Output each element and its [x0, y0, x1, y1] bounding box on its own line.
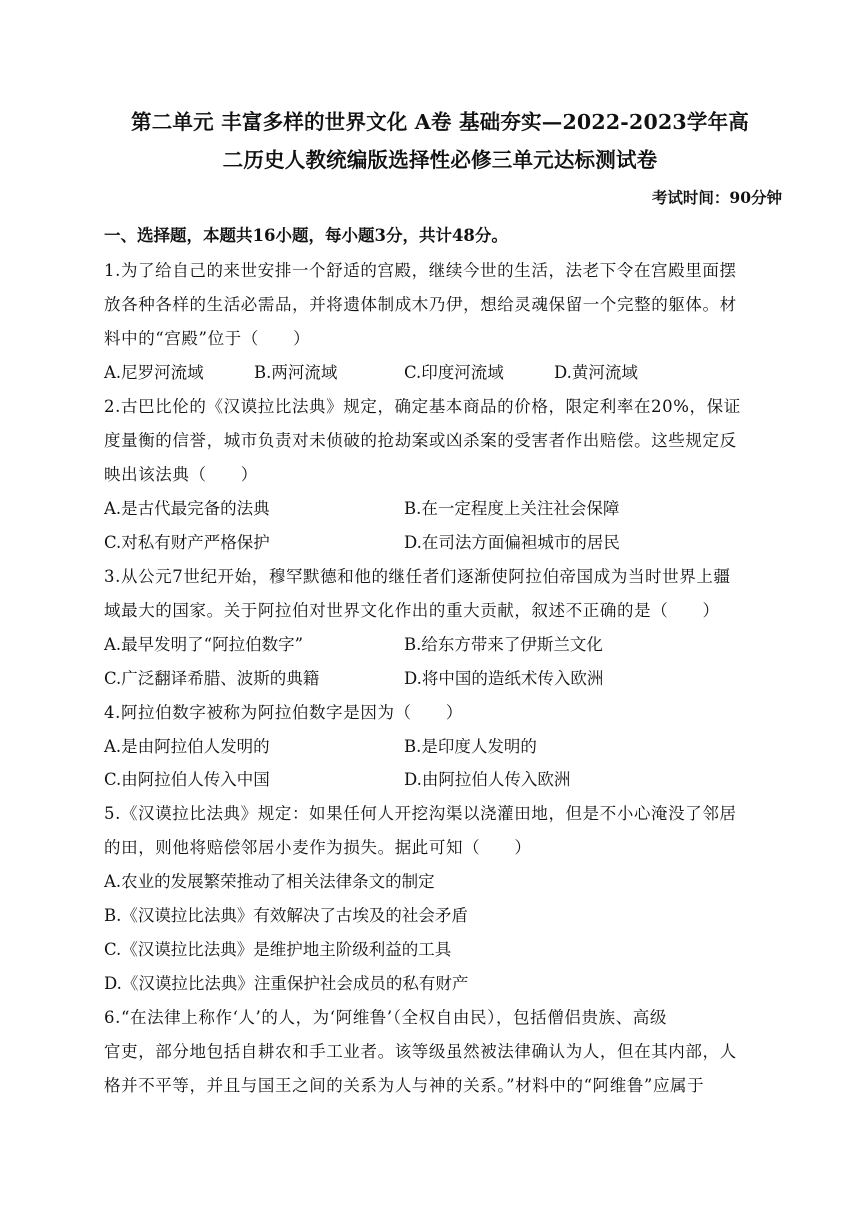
question-2-option-a: A.是古代最完备的法典 [104, 499, 270, 518]
question-4-line-1: 4.阿拉伯数字被称为阿拉伯数字是因为（ ） [104, 703, 463, 722]
question-1-option-c: C.印度河流域 [404, 363, 504, 382]
question-1-line-1: 1.为了给自己的来世安排一个舒适的宫殿，继续今世的生活，法老下令在宫殿里面摆 [104, 261, 737, 280]
question-3-option-d: D.将中国的造纸术传入欧洲 [404, 669, 604, 688]
section-title: 一、选择题，本题共16小题，每小题3分，共计48分。 [104, 226, 508, 245]
question-2-option-c: C.对私有财产严格保护 [104, 533, 270, 552]
exam-time: 考试时间：90分钟 [651, 188, 782, 207]
question-1-line-3: 料中的“宫殿”位于（ ） [104, 329, 311, 348]
question-3-line-2: 域最大的国家。关于阿拉伯对世界文化作出的重大贡献，叙述不正确的是（ ） [104, 601, 720, 620]
document-title-line-1: 第二单元 丰富多样的世界文化 A卷 基础夯实—2022-2023学年高 [131, 110, 749, 134]
question-4-option-a: A.是由阿拉伯人发明的 [104, 737, 270, 756]
question-4-option-d: D.由阿拉伯人传入欧洲 [404, 770, 571, 789]
question-2-option-d: D.在司法方面偏袒城市的居民 [404, 533, 620, 552]
question-1-option-b: B.两河流域 [254, 363, 338, 382]
question-2-line-2: 度量衡的信誉，城市负责对未侦破的抢劫案或凶杀案的受害者作出赔偿。这些规定反 [104, 431, 737, 450]
question-2-option-b: B.在一定程度上关注社会保障 [404, 499, 620, 518]
question-3-option-a: A.最早发明了“阿拉伯数字” [104, 635, 304, 654]
document-title-line-2: 二历史人教统编版选择性必修三单元达标测试卷 [222, 148, 658, 172]
question-3-line-1: 3.从公元7世纪开始，穆罕默德和他的继任者们逐渐使阿拉伯帝国成为当时世界上疆 [104, 567, 731, 586]
question-3-option-c: C.广泛翻译希腊、波斯的典籍 [104, 669, 320, 688]
question-6-line-2: 官吏，部分地包括自耕农和手工业者。该等级虽然被法律确认为人，但在其内部，人 [104, 1042, 737, 1061]
question-5-option-b: B.《汉谟拉比法典》有效解决了古埃及的社会矛盾 [104, 906, 468, 925]
question-1-option-d: D.黄河流域 [554, 363, 638, 382]
question-5-line-2: 的田，则他将赔偿邻居小麦作为损失。据此可知（ ） [104, 838, 532, 857]
question-2-line-3: 映出该法典（ ） [104, 465, 258, 484]
question-6-line-3: 格并不平等，并且与国王之间的关系为人与神的关系。”材料中的“阿维鲁”应属于 [104, 1076, 705, 1095]
question-6-line-1: 6.“在法律上称作‘人’的人，为‘阿维鲁’（全权自由民），包括僧侣贵族、高级 [104, 1008, 667, 1027]
question-4-option-b: B.是印度人发明的 [404, 737, 537, 756]
question-5-option-d: D.《汉谟拉比法典》注重保护社会成员的私有财产 [104, 974, 469, 993]
question-1-option-a: A.尼罗河流域 [104, 363, 204, 382]
question-1-line-2: 放各种各样的生活必需品，并将遗体制成木乃伊，想给灵魂保留一个完整的躯体。材 [104, 295, 737, 314]
question-5-line-1: 5.《汉谟拉比法典》规定：如果任何人开挖沟渠以浇灌田地，但是不小心淹没了邻居 [104, 804, 737, 823]
question-2-line-1: 2.古巴比伦的《汉谟拉比法典》规定，确定基本商品的价格，限定利率在20%，保证 [104, 397, 741, 416]
question-4-option-c: C.由阿拉伯人传入中国 [104, 770, 270, 789]
question-5-option-c: C.《汉谟拉比法典》是维护地主阶级利益的工具 [104, 940, 452, 959]
question-3-option-b: B.给东方带来了伊斯兰文化 [404, 635, 603, 654]
question-5-option-a: A.农业的发展繁荣推动了相关法律条文的制定 [104, 872, 435, 891]
